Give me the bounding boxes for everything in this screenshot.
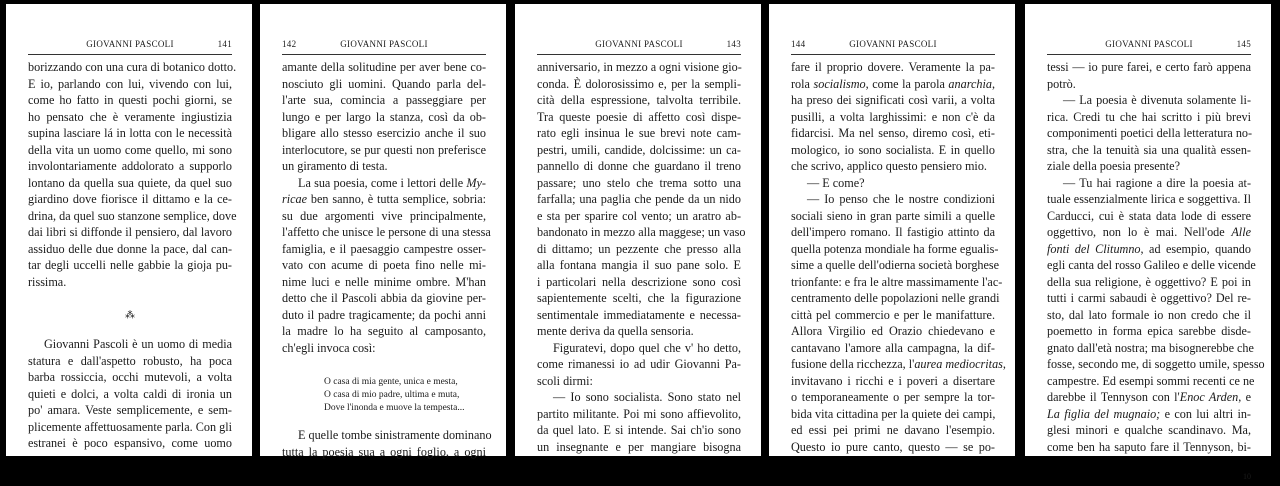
signature-mark: 10 xyxy=(1243,472,1251,481)
paragraph xyxy=(282,175,491,357)
text-line: potrò. xyxy=(1047,76,1076,91)
text-line: ho pensato che è veramente ingiustizia xyxy=(28,109,232,124)
text-run: La sua poesia, come i lettori delle xyxy=(298,175,467,190)
text-line: assiduo delle due donne la pace, dal can- xyxy=(28,241,232,256)
text-line xyxy=(1047,406,1251,423)
text-line: partito militante. Poi mi sono affievolito, xyxy=(537,406,741,421)
text-line: tar degli uccelli nelle gabbie la gioja pu- xyxy=(28,258,232,272)
text-line xyxy=(1047,224,1251,241)
text-line: — Tu hai ragione a dire la poesia at- xyxy=(1063,175,1251,190)
italic-term: socialismo xyxy=(813,76,866,91)
text-line: E quelle tombe sinistramente dominano xyxy=(298,428,492,442)
text-line: della sua religione, è oggettivo? E poi in xyxy=(1047,274,1251,289)
text-line xyxy=(1047,389,1251,406)
running-head-title: GIOVANNI PASCOLI xyxy=(86,39,174,49)
text-line: dell'impero romano. Il fastigio attinto da xyxy=(791,225,995,239)
text-line xyxy=(1047,241,1251,258)
text-line: Giovanni Pascoli è un uomo di media xyxy=(44,337,232,351)
text-line: gnato dall'età nostra; ma bisognerebbe che xyxy=(1047,340,1254,355)
text-line: farfalla; una paglia che pende da un nido xyxy=(537,192,741,206)
paragraph xyxy=(791,59,995,175)
text-line: su due argomenti vive principalmente, xyxy=(282,208,486,223)
verse-line: O casa di mio padre, ultima e muta, xyxy=(324,390,460,400)
text-line: quieti e dolci, a volta caldi di ironia un xyxy=(28,386,232,401)
text-run: , xyxy=(1002,357,1006,371)
page-body xyxy=(791,59,1006,455)
text-line: sto, dal lato formale io non credo che il xyxy=(1047,307,1251,322)
text-line: ziale della poesia presente? xyxy=(1047,159,1180,173)
text-line: la madre lo ha seguito al camposanto, xyxy=(282,324,486,338)
page-body xyxy=(1047,59,1265,486)
text-line: ed essi pei primi ne davano l'esempio. xyxy=(791,423,995,437)
page-body xyxy=(282,59,492,460)
paragraph xyxy=(537,340,741,390)
text-line: plicemente affettuosamente parla. Con gli xyxy=(28,419,232,434)
text-line: famiglia, e il paesaggio campestre osser- xyxy=(282,241,486,256)
verse-quotation xyxy=(282,376,486,415)
text-line: tessi — io pure farei, e certo farò appena xyxy=(1047,60,1251,74)
text-run: , come la parola xyxy=(865,76,949,91)
text-line: pestri, umili, candide, dolcissime: un ca- xyxy=(537,142,741,157)
paragraph xyxy=(28,59,237,290)
text-line: poemetto in forma epica sarebbe disde- xyxy=(1047,324,1251,338)
text-line: invitavano i ricchi e i poveri a disertare xyxy=(791,373,995,388)
running-head-title: GIOVANNI PASCOLI xyxy=(849,39,937,49)
text-line: sime a quelle dell'odierna società borghese xyxy=(791,258,1000,272)
text-line: Tra queste poesie di affetto così dispe- xyxy=(537,109,741,124)
text-line: sentimentale immediatamente e necessa- xyxy=(537,307,741,322)
running-header xyxy=(28,36,232,55)
text-line: che scrivo, applico questo pensiero mio. xyxy=(791,159,987,173)
text-line: glesi minori e qualche scandinavo. Ma, xyxy=(1047,423,1251,437)
italic-title: Enoc Arden xyxy=(1179,390,1239,404)
running-head-title: GIOVANNI PASCOLI xyxy=(1105,39,1193,49)
text-line: da quel lato. E si intende. Sai ch'io sono xyxy=(537,423,741,437)
text-run: e con lui altri in- xyxy=(1160,406,1251,421)
text-run: , e xyxy=(1238,390,1252,404)
running-header xyxy=(537,36,741,55)
text-line: sapientemente scelti, che la figurazione xyxy=(537,291,741,305)
text-line: egli canta del rosso Galileo e delle vicende xyxy=(1047,258,1256,272)
text-line: della vita un uomo come quello, mi sono xyxy=(28,142,232,157)
text-line: campestre. Ed esempi sommi recenti ce ne xyxy=(1047,373,1255,388)
text-line: componimenti poetici della letteratura no- xyxy=(1047,126,1253,140)
paragraph xyxy=(28,336,232,452)
text-line: cità della espressione, talvolta terribile. xyxy=(537,93,741,107)
running-header xyxy=(791,36,995,55)
text-line: l'affetto che unisce le persone di una stessa xyxy=(282,225,491,239)
text-line: — Io sono socialista. Sono stato nel xyxy=(553,390,741,404)
text-run: oggettivo, non lo è mai. Nell'ode xyxy=(1047,225,1232,239)
paragraph xyxy=(1047,92,1251,175)
paragraph xyxy=(282,427,492,460)
running-head-title: GIOVANNI PASCOLI xyxy=(340,39,428,49)
text-line: Carducci, cui è stata data lode di essere xyxy=(1047,208,1251,223)
page-body xyxy=(537,59,746,455)
text-line: lontano da quella sua quiete, da quel suo xyxy=(28,175,232,190)
text-run: rola xyxy=(791,76,814,91)
page-number: 145 xyxy=(1236,39,1251,49)
text-line: — Io penso che le nostre condizioni xyxy=(807,192,995,206)
text-line: mente deriva da quella sensoria. xyxy=(537,324,694,338)
text-line: tuale essenzialmente lirica e soggettiva. Il xyxy=(1047,192,1251,206)
italic-title: fonti del Clitumno xyxy=(1047,241,1141,256)
text-line: bligare allo stesso esercizio anche il suo xyxy=(282,126,486,140)
text-line: fidarcisi. Ma nel senso, diremo così, eti- xyxy=(791,126,995,140)
italic-title: Alle xyxy=(1231,225,1251,239)
text-line: alla fontana mangia il suo pane solo. E xyxy=(537,258,741,272)
text-line: come rimanessi io ad udir Giovanni Pa- xyxy=(537,357,741,371)
text-line: come ben ha saputo fare il Tennyson, bi- xyxy=(1047,439,1251,454)
text-line: vato con acume di poeta fino nelle mi- xyxy=(282,258,486,272)
text-line: borizzando con una cura di botanico dotto. xyxy=(28,60,237,74)
text-line: barba rossiccia, occhi mutevoli, a volta xyxy=(28,370,232,384)
paragraph xyxy=(282,59,486,175)
running-header xyxy=(282,36,486,55)
italic-title: La figlia del mugnaio; xyxy=(1047,406,1161,421)
text-run: darebbe il Tennyson con l' xyxy=(1047,390,1180,404)
text-line: Allora Virgilio ed Orazio chiedevano e xyxy=(791,324,995,338)
text-line: lungo e per largo la stanza, così da ob- xyxy=(282,109,486,124)
page-142 xyxy=(260,4,506,459)
text-line: bandonato in mezzo alla maggese; un vaso xyxy=(537,225,746,239)
text-line: trionfante: e fra le altre massimamente l'ac- xyxy=(791,274,1003,289)
text-line: fare il proprio dovere. Veramente la pa- xyxy=(791,60,995,74)
text-line: Questo io pure canto, questo — se po- xyxy=(791,439,995,454)
paragraph xyxy=(537,389,741,455)
text-line: drina, da quel suo stanzone semplice, dove xyxy=(28,208,237,223)
running-header xyxy=(1047,36,1251,55)
text-line: ha preso dei significati così varii, a volta xyxy=(791,93,995,107)
text-line xyxy=(282,175,486,192)
text-line: tutta la poesia sua a ogni foglio, a ogni xyxy=(282,444,486,459)
page-141 xyxy=(6,4,252,456)
page-body xyxy=(28,59,237,452)
text-line: l'arte sua, comincia a passeggiare per xyxy=(282,93,486,107)
verse-line: Dove l'inonda e muove la tempesta... xyxy=(324,403,465,413)
text-line: rica. Credi tu che hai scritto i più brevi xyxy=(1047,109,1251,124)
text-line: pusilli, a volta larghissimi: e non c'è da xyxy=(791,109,995,124)
text-line: amante della solitudine per aver bene co- xyxy=(282,60,486,74)
text-line: centramento delle popolazioni nelle grandi xyxy=(791,291,1000,305)
page-number: 142 xyxy=(282,39,297,49)
text-line: estranei è poco espansivo, come uomo xyxy=(28,436,232,450)
text-line: scoli dirmi: xyxy=(537,373,593,388)
text-line: un insegnante e per mangiare bisogna xyxy=(537,439,741,454)
text-line: — La poesia è divenuta solamente li- xyxy=(1063,93,1251,107)
text-line: anniversario, in mezzo a ogni visione gio- xyxy=(537,60,742,74)
dialogue-line: — E come? xyxy=(807,175,865,190)
paragraph xyxy=(1047,59,1251,92)
text-line: città pel commercio e per le manifatture. xyxy=(791,307,995,322)
text-run: , xyxy=(991,76,996,91)
text-line: Figuratevi, dopo quel che v' ho detto, xyxy=(553,340,741,355)
text-line: supina lasciare lá in lotta con le necessità xyxy=(28,126,232,140)
text-line: nime luci e nelle minime ombre. M'han xyxy=(282,274,486,289)
verse-line: O casa di mia gente, unica e mesta, xyxy=(324,377,458,387)
page-number: 144 xyxy=(791,39,806,49)
text-line: dai libri si diffonde il pensiero, dal lavoro xyxy=(28,225,232,239)
page-143 xyxy=(515,4,761,456)
running-head-title: GIOVANNI PASCOLI xyxy=(595,39,683,49)
text-line: bida vita cittadina per la quiete dei campi, xyxy=(791,406,996,421)
italic-title: My- xyxy=(466,175,486,190)
text-line: tutti i carmi sabaudi è oggettivo? Del re- xyxy=(1047,291,1251,305)
text-line: cantavano l'amore alla campagna, la dif- xyxy=(791,340,995,355)
text-line: rato egli insinua le sue brevi note cam- xyxy=(537,126,741,140)
text-line: ch'egli invoca così: xyxy=(282,340,376,355)
paragraph xyxy=(537,59,746,340)
text-line: sociali sieno in gran parte simili a quelle xyxy=(791,208,995,223)
section-break-asterism: ⁂ xyxy=(125,310,135,321)
paragraph xyxy=(1047,175,1265,456)
text-line: nosciuto gli uomini. Quando parla del- xyxy=(282,76,486,91)
text-line: detto che il Pascoli abbia da giovine per- xyxy=(282,291,486,305)
text-run: , ad esempio, quando xyxy=(1140,241,1251,256)
text-line: interlocutore, se pur questi non preferisce xyxy=(282,142,486,157)
text-line: o temporaneamente o per sempre la tor- xyxy=(791,390,995,404)
text-line: statura e dall'aspetto robusto, ha poca xyxy=(28,353,232,368)
text-line xyxy=(282,191,486,208)
page-number: 141 xyxy=(217,39,232,49)
text-line xyxy=(791,356,1006,373)
italic-title: ricae xyxy=(282,192,308,206)
page-144 xyxy=(769,4,1015,456)
text-line xyxy=(791,76,995,93)
page-145 xyxy=(1025,4,1271,481)
text-line: come ho fatto in questi pochi giorni, se xyxy=(28,93,232,107)
italic-term: anarchia xyxy=(948,76,992,91)
text-line: involontariamente addolorato a supporlo xyxy=(28,159,232,173)
text-line: mologico, io sono socialista. E in quello xyxy=(791,142,995,157)
text-line: quella potenza mondiale ha forme egualis- xyxy=(791,241,999,256)
text-line: rissima. xyxy=(28,274,67,289)
text-line: di dittamo; un pezzente che presso alla xyxy=(537,241,741,256)
text-run: ben sanno, è tutta semplice, sobria: xyxy=(307,192,486,206)
page-number: 143 xyxy=(726,39,741,49)
text-line: giardino dove fiorisce il dittamo e la ce- xyxy=(28,192,232,206)
text-line: pannello di donne che guardano il treno xyxy=(537,159,741,173)
text-line: E io, parlando con lui, vivendo con lui, xyxy=(28,76,232,91)
text-line: e sta per sparire col vento; un aratro ab- xyxy=(537,208,741,223)
text-run: fusione della ricchezza, l' xyxy=(791,357,915,371)
text-line: un giramento di testa. xyxy=(282,159,388,173)
text-line: i particolari nella descrizione sono così xyxy=(537,274,741,289)
text-line: stra, che la tenuità sia una qualità essen- xyxy=(1047,142,1251,157)
text-line: conda. È dolorosissimo e, per la sempli- xyxy=(537,76,741,91)
paragraph xyxy=(791,191,1006,455)
text-line: duto il padre tragicamente; da pochi anni xyxy=(282,307,486,322)
text-line: fosse, secondo me, di soggetto umile, spesso xyxy=(1047,357,1265,371)
italic-term: aurea mediocritas xyxy=(914,357,1003,371)
text-line: po' amara. Veste semplicemente, e sem- xyxy=(28,403,232,417)
text-line: passare; uno stelo che trema sotto una xyxy=(537,175,741,190)
